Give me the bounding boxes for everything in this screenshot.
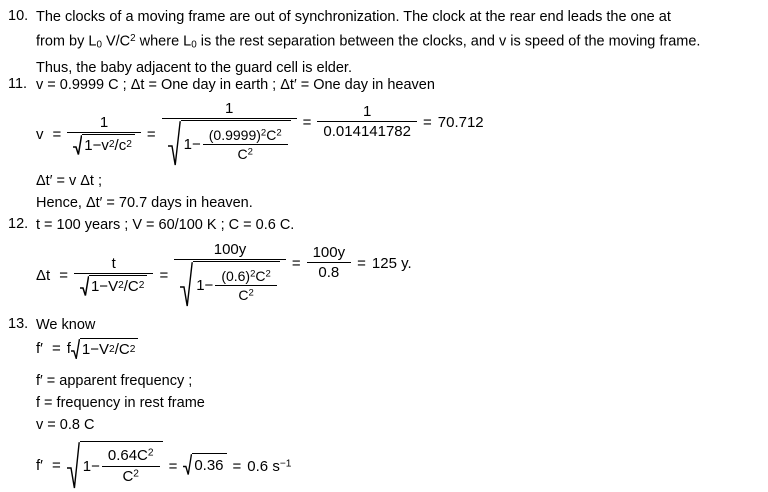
sqrt-icon bbox=[73, 134, 135, 155]
item-11-equation bbox=[36, 100, 484, 168]
item-11-equals-3: = bbox=[302, 114, 312, 131]
item-11-after-body bbox=[36, 170, 762, 214]
item-11-inner-denominator: $C^2$ bbox=[203, 144, 288, 162]
item-number-11: 11. bbox=[8, 76, 28, 92]
item-12-equals-1: = bbox=[59, 266, 68, 284]
item-11-fraction-2 bbox=[162, 100, 297, 168]
item-13-f2-radicand bbox=[80, 441, 163, 489]
item-number-13: 13. bbox=[8, 316, 29, 332]
item-13-text-body bbox=[36, 370, 762, 436]
item-13-f2-lead: 1− bbox=[82, 457, 100, 475]
item-10-body bbox=[36, 6, 762, 79]
item-11-inner-numerator: $(0.9999)^2C^2$ bbox=[208, 126, 282, 143]
item-12-frac2-numerator: 100y bbox=[213, 241, 247, 258]
item-12-equation bbox=[36, 241, 412, 309]
item-12-given: t = 100 years ; V = 60/100 K ; C = 0.6 C. bbox=[36, 217, 295, 233]
item-11-equals-2: = bbox=[146, 125, 156, 143]
item-11-frac2-lead: 1− bbox=[183, 135, 201, 153]
item-13-line-v: v = 0.8 C bbox=[36, 417, 95, 433]
item-11-frac3-denominator: 0.014141782 bbox=[317, 121, 417, 140]
item-11-fraction-3 bbox=[317, 103, 417, 141]
item-13-f1-equals: = bbox=[51, 340, 61, 357]
item-12-frac3-numerator: 100y bbox=[312, 244, 346, 261]
item-13-f1-radicand: 1− V 2 / C 2 bbox=[80, 338, 138, 359]
item-12-lhs: Δt bbox=[36, 266, 51, 284]
item-number-12: 12. bbox=[8, 216, 29, 232]
item-10-l2-part-c: where L bbox=[135, 33, 192, 50]
sqrt-icon bbox=[180, 261, 280, 307]
item-12-inner-fraction bbox=[215, 268, 277, 303]
item-11-inner-fraction bbox=[203, 127, 288, 162]
item-11-after-line-1: Δt′ = v Δt ; bbox=[36, 173, 103, 189]
item-13-f2-equals-1: = bbox=[51, 456, 61, 474]
item-13-f1-f: f bbox=[66, 340, 71, 357]
item-12-frac1-radicand: 1− V 2 / C 2 bbox=[89, 275, 147, 296]
sqrt-icon bbox=[67, 441, 163, 489]
item-12-equals-2: = bbox=[159, 266, 169, 284]
item-10-l2-part-b: V/C bbox=[101, 33, 131, 50]
item-12-body bbox=[36, 214, 762, 236]
item-13-line-fprime: f′ = apparent frequency ; bbox=[36, 373, 193, 389]
item-10-l2-part-a: from by L bbox=[36, 33, 97, 50]
item-13-f1-lhs: f′ bbox=[36, 340, 43, 357]
item-13-f2-equals-3: = bbox=[232, 458, 242, 475]
item-10-line-3: Thus, the baby adjacent to the guard cell is elder. bbox=[36, 59, 352, 76]
item-10-l2-part-d: is the rest separation between the clocks, and v is speed of the moving frame. bbox=[196, 33, 701, 50]
item-12-inner-denominator: $C^2$ bbox=[215, 285, 277, 303]
item-11-lhs: v bbox=[36, 125, 44, 143]
sqrt-icon bbox=[183, 453, 226, 475]
item-11-equals-1: = bbox=[52, 125, 62, 143]
sqrt-icon bbox=[80, 275, 147, 296]
item-11-equals-4: = bbox=[423, 114, 432, 131]
item-13-f2-inner-denominator: $C^2$ bbox=[102, 466, 160, 485]
item-12-frac2-radicand bbox=[193, 261, 280, 307]
item-13-heading: We know bbox=[36, 317, 96, 333]
item-12-frac3-denominator: 0.8 bbox=[307, 262, 352, 281]
item-11-after-line-2: Hence, Δt′ = 70.7 days in heaven. bbox=[36, 195, 253, 211]
item-12-inner-numerator: $(0.6)^2C^2$ bbox=[221, 267, 271, 284]
item-12-result: 125 y. bbox=[371, 255, 412, 272]
item-12-fraction-2 bbox=[174, 241, 286, 309]
item-10-line-2 bbox=[36, 28, 762, 57]
item-12-frac1-denominator bbox=[74, 273, 153, 296]
item-11-given: v = 0.9999 C ; Δt = One day in earth ; Δt′ = One day in heaven bbox=[36, 77, 435, 93]
item-13-line-f: f = frequency in rest frame bbox=[36, 395, 205, 411]
item-13-formula-2 bbox=[36, 441, 291, 489]
item-11-result: 70.712 bbox=[437, 114, 484, 131]
item-12-equals-4: = bbox=[357, 255, 366, 272]
item-10-l2-sub-2: 0 bbox=[191, 39, 197, 51]
sqrt-icon bbox=[71, 338, 138, 359]
item-12-frac2-denominator bbox=[174, 259, 286, 309]
item-12-frac1-numerator: t bbox=[111, 254, 116, 272]
item-13-f2-inner-fraction bbox=[102, 447, 160, 485]
item-11-frac1-radicand: 1− v 2 / c 2 bbox=[82, 134, 135, 155]
item-11-frac2-numerator: 1 bbox=[224, 100, 234, 117]
item-11-frac1-denominator bbox=[67, 132, 141, 155]
item-11-body bbox=[36, 74, 762, 96]
item-12-fraction-1 bbox=[74, 255, 153, 296]
item-12-frac2-lead: 1− bbox=[196, 276, 214, 294]
item-11-frac3-numerator: 1 bbox=[363, 103, 372, 120]
item-13-f2-result: 0.6 $s^{-1}$ bbox=[247, 458, 292, 475]
item-12-equals-3: = bbox=[291, 255, 301, 272]
item-13-f2-inner-numerator: $0.64C^2$ bbox=[107, 447, 154, 465]
item-11-frac2-denominator bbox=[162, 118, 297, 168]
item-13-body bbox=[36, 314, 762, 336]
item-13-f2-lhs: f′ bbox=[36, 456, 43, 474]
sqrt-icon bbox=[168, 120, 291, 166]
item-11-frac2-radicand bbox=[181, 120, 291, 166]
item-number-10: 10. bbox=[8, 8, 29, 24]
item-12-fraction-3 bbox=[307, 244, 352, 282]
item-10-line-1: The clocks of a moving frame are out of synchronization. The clock at the rear end leads the one at bbox=[36, 9, 671, 25]
item-13-f2-equals-2: = bbox=[168, 458, 178, 475]
item-13-f2-sqrt-value: 0.36 bbox=[192, 453, 226, 475]
item-11-fraction-1 bbox=[67, 114, 141, 155]
item-10-l2-sup: 2 bbox=[130, 33, 136, 44]
item-11-frac1-numerator: 1 bbox=[99, 113, 109, 131]
item-13-formula-1 bbox=[36, 338, 138, 359]
item-10-l2-sub-1: 0 bbox=[96, 39, 102, 51]
